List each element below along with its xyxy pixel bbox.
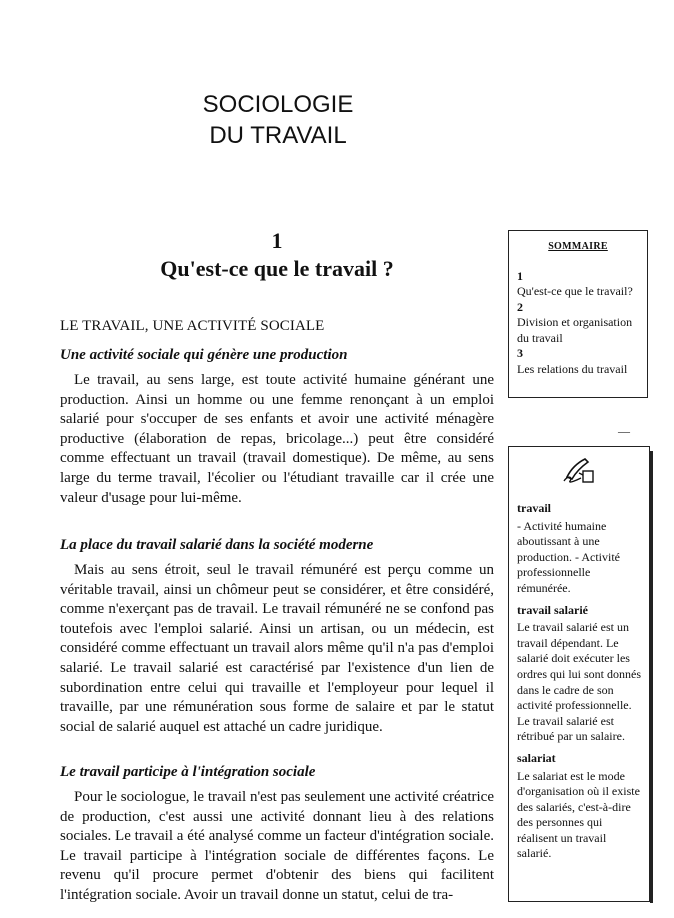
glossary-term: travail bbox=[517, 501, 551, 515]
glossary-term: travail salarié bbox=[517, 602, 588, 617]
sommaire-item[interactable] bbox=[517, 269, 639, 300]
separator-mark: — bbox=[618, 424, 630, 438]
glossary-definition: Le salariat est le mode d'organisation où il existe des salariés, c'est-à-dire des personnes qui réalisent un travail salarié. bbox=[517, 768, 640, 861]
sommaire-item-number: 2 bbox=[517, 299, 523, 314]
sommaire-item-label: Division et organisation du travail bbox=[517, 315, 633, 345]
sommaire-box bbox=[508, 230, 648, 398]
glossary-term: salariat bbox=[517, 750, 556, 765]
sommaire-heading: SOMMAIRE bbox=[548, 241, 608, 252]
sommaire-item-label: Les relations du travail bbox=[517, 361, 628, 376]
paragraph: Pour le sociologue, le travail n'est pas seulement une activité créatrice de production, c'est aussi une activité donnant lieu à des relations sociales. Le travail a été analysé comme un facteur d'intégration sociale. Le travail participe à l'intégration sociale de différentes façons. Le revenu qu'il procure permet d'obtenir des biens qui facilitent l'intégration sociale. Avoir un travail donne un statut, celui de tra- bbox=[60, 789, 494, 903]
sommaire-item-label: Qu'est-ce que le travail? bbox=[517, 284, 633, 298]
paragraph: Mais au sens étroit, seul le travail rémunéré est perçu comme un véritable travail, ainsi un chômeur peut se considérer, et être considéré, comme n'exerçant pas de travail. Le travail rémunéré ne se confond pas toutefois avec l'emploi salarié. Ainsi un artisan, ou un médecin, est considéré comme effectuant un travail alors même qu'il n'a pas d'emploi salarié. Le travail salarié est caractérisé par l'existence d'un lien de subordination entre celui qui travaille et l'employeur pour lequel il travaille, par une rémunération sous forme de salaire et par le statut social de salarié auquel est attaché un cadre juridique. bbox=[60, 562, 494, 735]
chapter-title: Qu'est-ce que le travail ? bbox=[160, 256, 394, 281]
glossary-definition: Le travail salarié est un travail dépendant. Le salarié doit exécuter les ordres qui lui sont donnés dans le cadre de son activité professionnelle. Le travail salarié est rétribué par un salaire. bbox=[517, 620, 641, 744]
glossary-box bbox=[508, 446, 650, 902]
sommaire-item-number: 1 bbox=[517, 268, 523, 283]
subsection-title: Le travail participe à l'intégration sociale bbox=[60, 764, 316, 780]
book-title-line1: SOCIOLOGIE bbox=[202, 91, 354, 118]
chapter-number: 1 bbox=[271, 228, 283, 253]
subsection-title: Une activité sociale qui génère une production bbox=[60, 347, 348, 363]
writing-hand-icon bbox=[517, 453, 641, 489]
sommaire-item-number: 3 bbox=[517, 346, 523, 360]
sommaire-item[interactable] bbox=[517, 346, 639, 377]
book-title-line2: DU TRAVAIL bbox=[209, 122, 347, 149]
paragraph: Le travail, au sens large, est toute activité humaine générant une production. Ainsi un homme ou une femme renonçant à un emploi salarié pour s'occuper de ses enfants et avoir une activité ménagère productive (élaboration de repas, bricolage...) peut être considéré comme effectuant un travail (travail domestique). De même, au sens large du terme travail, l'écolier ou l'étudiant travaille car il crée une valeur d'usage pour lui-même. bbox=[60, 372, 494, 506]
sommaire-item[interactable] bbox=[517, 300, 639, 347]
glossary-definition: - Activité humaine aboutissant à une production. - Activité professionnelle rémunérée. bbox=[517, 518, 620, 595]
section-title: LE TRAVAIL, UNE ACTIVITÉ SOCIALE bbox=[60, 318, 325, 334]
subsection-title: La place du travail salarié dans la société moderne bbox=[60, 537, 374, 553]
